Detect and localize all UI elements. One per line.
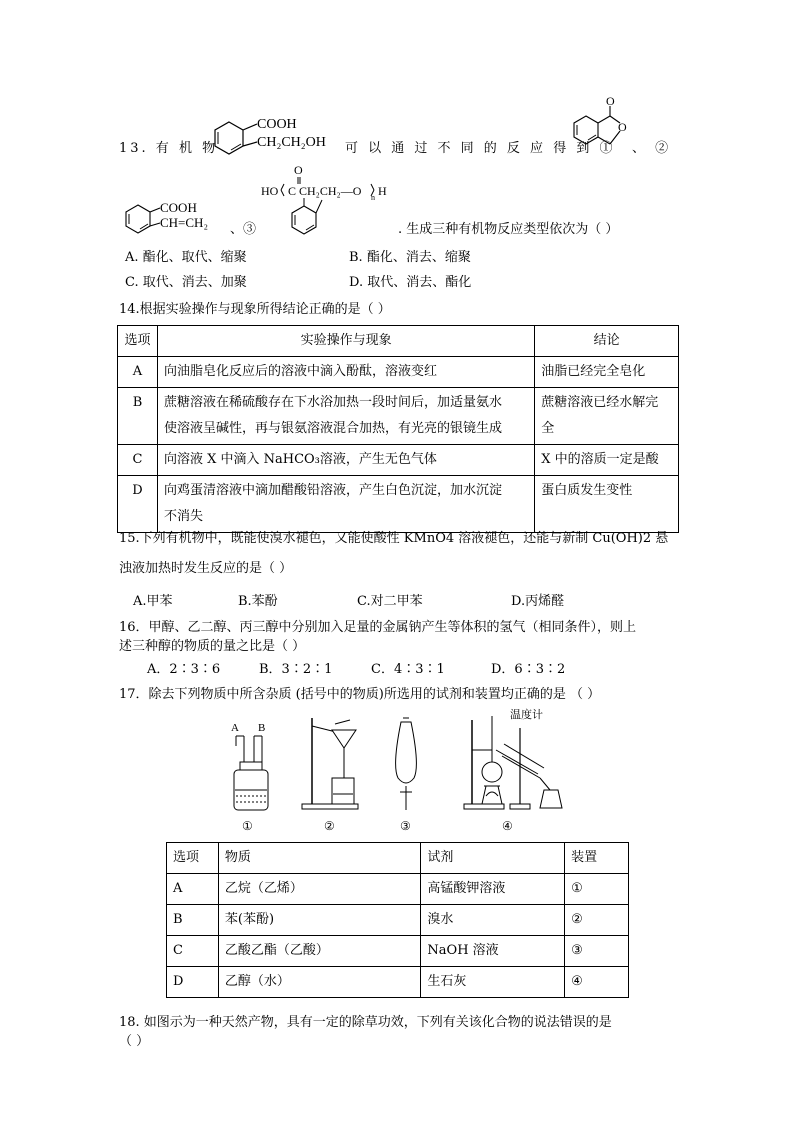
filtration-apparatus <box>302 718 358 832</box>
cell: B <box>167 905 219 936</box>
poly-n: n <box>371 193 375 202</box>
row-option: C <box>118 445 158 476</box>
cell: C <box>167 936 219 967</box>
apparatus-label-1: ① <box>242 819 253 832</box>
polyester-structure <box>258 160 398 236</box>
label-a: A <box>231 722 239 734</box>
table-row <box>118 388 679 445</box>
apparatus-label-4: ④ <box>502 819 513 832</box>
header-operation: 实验操作与现象 <box>157 326 534 357</box>
cell: 高锰酸钾溶液 <box>421 874 565 905</box>
conclusion-line: 全 <box>541 421 555 436</box>
q13-prefix: 13. 有 机 物 <box>119 141 219 156</box>
chain-label: CH₂CH₂OH <box>257 135 326 150</box>
table-row <box>167 936 629 967</box>
q13-option-a: A. 酯化、取代、缩聚 <box>125 250 247 265</box>
q13-option-d: D. 取代、消去、酯化 <box>349 275 472 290</box>
operation-line: 向鸡蛋清溶液中滴加醋酸铅溶液，产生白色沉淀，加水沉淀 <box>163 483 502 498</box>
cell: NaOH 溶液 <box>421 936 565 967</box>
q16-option-b: B．3∶2∶1 <box>259 662 333 677</box>
q13-suffix: . 生成三种有机物反应类型依次为（ ） <box>398 222 619 237</box>
q13-middle: 可 以 通 过 不 同 的 反 应 得 到 ① <box>345 141 616 156</box>
table-row <box>167 967 629 998</box>
cell: ③ <box>565 936 629 967</box>
table-header-row <box>118 326 679 357</box>
q14-table <box>117 325 679 533</box>
row-operation <box>157 388 534 445</box>
operation-line: 使溶液呈碱性，再与银氨溶液混合加热，有光亮的银镜生成 <box>163 421 502 436</box>
apparatus-label-3: ③ <box>400 819 411 832</box>
row-operation: 向油脂皂化反应后的溶液中滴入酚酞，溶液变红 <box>157 357 534 388</box>
row-conclusion: 蛋白质发生变性 <box>535 476 679 533</box>
q18-line1: 18. 如图示为一种天然产物，具有一定的除草功效，下列有关该化合物的说法错误的是 <box>119 1015 612 1030</box>
poly-ho: HO <box>261 184 279 198</box>
cell: 生石灰 <box>421 967 565 998</box>
row-conclusion: X 中的溶质一定是酸 <box>535 445 679 476</box>
table-row <box>167 874 629 905</box>
cell: ④ <box>565 967 629 998</box>
poly-h: H <box>378 184 387 198</box>
q16-option-c: C．4∶3∶1 <box>371 662 445 677</box>
operation-line: 不消失 <box>163 509 203 524</box>
q16-option-a: A．2∶3∶6 <box>147 662 221 677</box>
apparatus-figure <box>220 706 580 832</box>
label-b: B <box>258 722 266 734</box>
apparatus-label-2: ② <box>324 819 335 832</box>
q13-option-b: B. 酯化、消去、缩聚 <box>349 250 471 265</box>
q15-line1: 15.下列有机物中，既能使溴水褪色，又能使酸性 KMnO4 溶液褪色，还能与新制 Cu(OH)2 悬 <box>119 531 669 546</box>
row-option: D <box>118 476 158 533</box>
cell: 乙醇（水） <box>218 967 421 998</box>
vinyl-label: CH=CH₂ <box>160 215 208 230</box>
ring-o: O <box>618 120 627 134</box>
row-operation <box>157 476 534 533</box>
q18-line2: （ ） <box>119 1034 150 1049</box>
table-row <box>118 357 679 388</box>
thermometer-label: 温度计 <box>510 709 543 721</box>
cell: 苯(苯酚) <box>218 905 421 936</box>
q14-stem: 14.根据实验操作与现象所得结论正确的是（ ） <box>119 302 391 317</box>
benzene-cooh-ethanol-structure <box>205 112 345 162</box>
cooh-label: COOH <box>257 117 297 132</box>
q15-option-b: B.苯酚 <box>238 594 278 609</box>
poly-o: O <box>294 163 303 177</box>
operation-line: 蔗糖溶液在稀硫酸存在下水浴加热一段时间后，加适量氨水 <box>163 395 502 410</box>
header-substance: 物质 <box>218 843 421 874</box>
q17-stem: 17．除去下列物质中所含杂质 (括号中的物质)所选用的试剂和装置均正确的是 （ ） <box>119 687 601 702</box>
header-apparatus: 装置 <box>565 843 629 874</box>
header-option: 选项 <box>118 326 158 357</box>
row-conclusion <box>535 388 679 445</box>
q16-line2: 述三种醇的物质的量之比是（ ） <box>119 639 306 654</box>
poly-chain: C CH₂CH₂—O <box>288 184 362 198</box>
q15-line2: 浊液加热时发生反应的是（ ） <box>119 561 293 576</box>
header-option: 选项 <box>167 843 219 874</box>
q15-option-d: D.丙烯醛 <box>511 594 565 609</box>
cell: A <box>167 874 219 905</box>
q16-line1: 16．甲醇、乙二醇、丙三醇中分别加入足量的金属钠产生等体积的氢气（相同条件），则上 <box>119 620 637 635</box>
cooh-label-2: COOH <box>160 200 197 215</box>
q13-option-c: C. 取代、消去、加聚 <box>125 275 247 290</box>
separatory-funnel <box>396 718 417 832</box>
header-reagent: 试剂 <box>421 843 565 874</box>
table-row <box>118 476 679 533</box>
gas-washing-bottle <box>231 722 268 832</box>
cell: D <box>167 967 219 998</box>
cell: ① <box>565 874 629 905</box>
cell: 溴水 <box>421 905 565 936</box>
distillation-apparatus <box>464 707 562 832</box>
row-option: A <box>118 357 158 388</box>
carbonyl-o: O <box>606 94 615 108</box>
cell: 乙烷（乙烯） <box>218 874 421 905</box>
row-operation: 向溶液 X 中滴入 NaHCO₃溶液，产生无色气体 <box>157 445 534 476</box>
q17-table <box>166 842 629 998</box>
conclusion-line: 蔗糖溶液已经水解完 <box>541 395 659 410</box>
q15-option-c: C.对二甲苯 <box>357 594 423 609</box>
cell: 乙酸乙酯（乙酸） <box>218 936 421 967</box>
table-row <box>167 905 629 936</box>
q16-option-d: D．6∶3∶2 <box>491 662 566 677</box>
lactone-structure <box>568 94 632 152</box>
q13-sep2: 、 ② <box>632 141 672 156</box>
header-conclusion: 结论 <box>535 326 679 357</box>
q13-sep3: 、③ <box>230 222 257 237</box>
row-option: B <box>118 388 158 445</box>
row-conclusion: 油脂已经完全皂化 <box>535 357 679 388</box>
cell: ② <box>565 905 629 936</box>
table-row <box>118 445 679 476</box>
cinnamic-acid-structure <box>120 195 235 239</box>
table-header-row <box>167 843 629 874</box>
q15-option-a: A.甲苯 <box>133 594 173 609</box>
